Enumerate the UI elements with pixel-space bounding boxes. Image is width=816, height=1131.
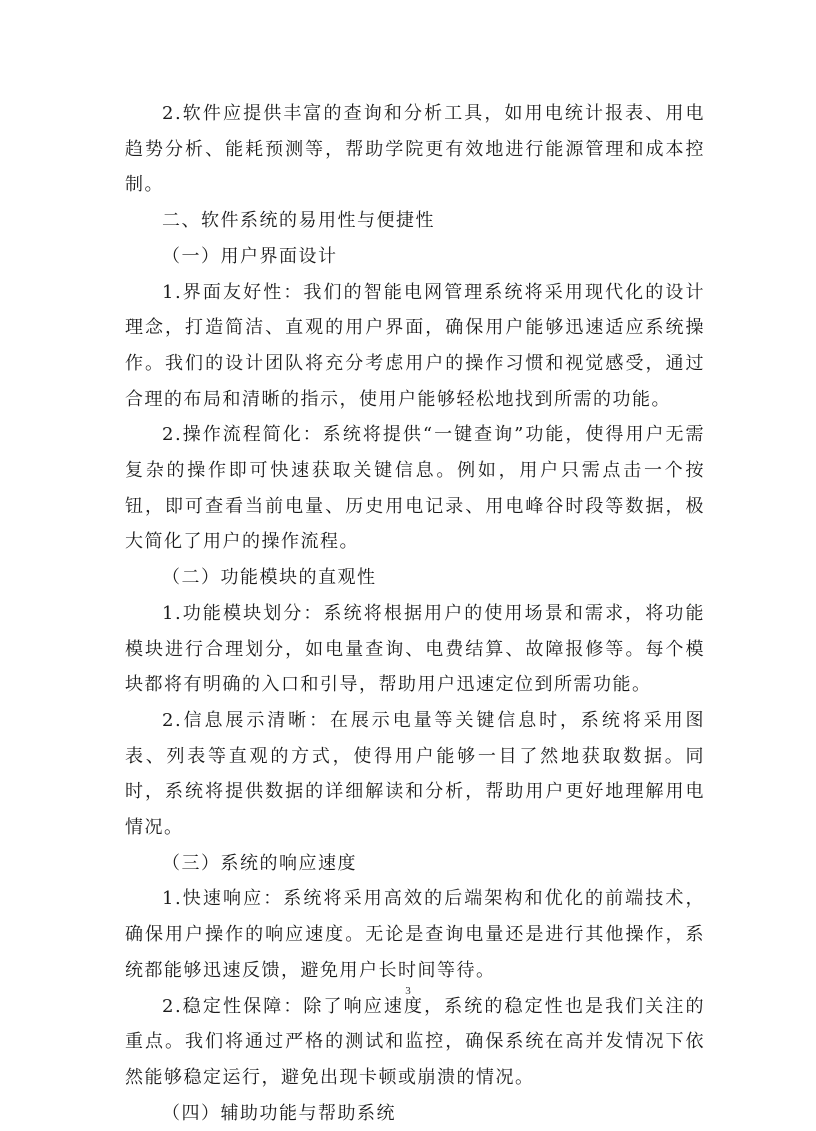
paragraph-module-division: 1.功能模块划分：系统将根据用户的使用场景和需求，将功能模块进行合理划分，如电量查询、电费结算、故障报修等。每个模块都将有明确的入口和引导，帮助用户迅速定位到所需功能。	[125, 602, 705, 696]
paragraph-stability: 2.稳定性保障：除了响应速度，系统的稳定性也是我们关注的重点。我们将通过严格的测试和监控，确保系统在高并发情况下依然能够稳定运行，避免出现卡顿或崩溃的情况。	[125, 995, 705, 1088]
subsection-heading-ui-design: （一）用户界面设计	[162, 245, 338, 267]
page-number: 3	[405, 985, 411, 997]
subsection-heading-response-speed: （三）系统的响应速度	[162, 852, 357, 874]
paragraph-analysis-tools: 2.软件应提供丰富的查询和分析工具，如用电统计报表、用电趋势分析、能耗预测等，帮助学院更有效地进行能源管理和成本控制。	[125, 103, 705, 196]
paragraph-fast-response: 1.快速响应：系统将采用高效的后端架构和优化的前端技术，确保用户操作的响应速度。无论是查询电量还是进行其他操作，系统都能够迅速反馈，避免用户长时间等待。	[125, 888, 705, 981]
paragraph-information-display: 2.信息展示清晰：在展示电量等关键信息时，系统将采用图表、列表等直观的方式，使得用户能够一目了然地获取数据。同时，系统将提供数据的详细解读和分析，帮助用户更好地理解用电情况。	[125, 709, 705, 839]
subsection-heading-help-system: （四）辅助功能与帮助系统	[162, 1102, 396, 1124]
subsection-heading-module-intuitiveness: （二）功能模块的直观性	[162, 567, 377, 589]
paragraph-simplified-workflow: 2.操作流程简化：系统将提供“一键查询”功能，使得用户无需复杂的操作即可快速获取关键信息。例如，用户只需点击一个按钮，即可查看当前电量、历史用电记录、用电峰谷时段等数据，极大简化了用户的操作流程。	[125, 424, 705, 553]
paragraph-interface-friendliness: 1.界面友好性：我们的智能电网管理系统将采用现代化的设计理念，打造简洁、直观的用户界面，确保用户能够迅速适应系统操作。我们的设计团队将充分考虑用户的操作习惯和视觉感受，通过合理的布局和清晰的指示，使用户能够轻松地找到所需的功能。	[125, 281, 705, 410]
document-body	[125, 96, 705, 1131]
section-heading-usability: 二、软件系统的易用性与便捷性	[162, 210, 435, 232]
